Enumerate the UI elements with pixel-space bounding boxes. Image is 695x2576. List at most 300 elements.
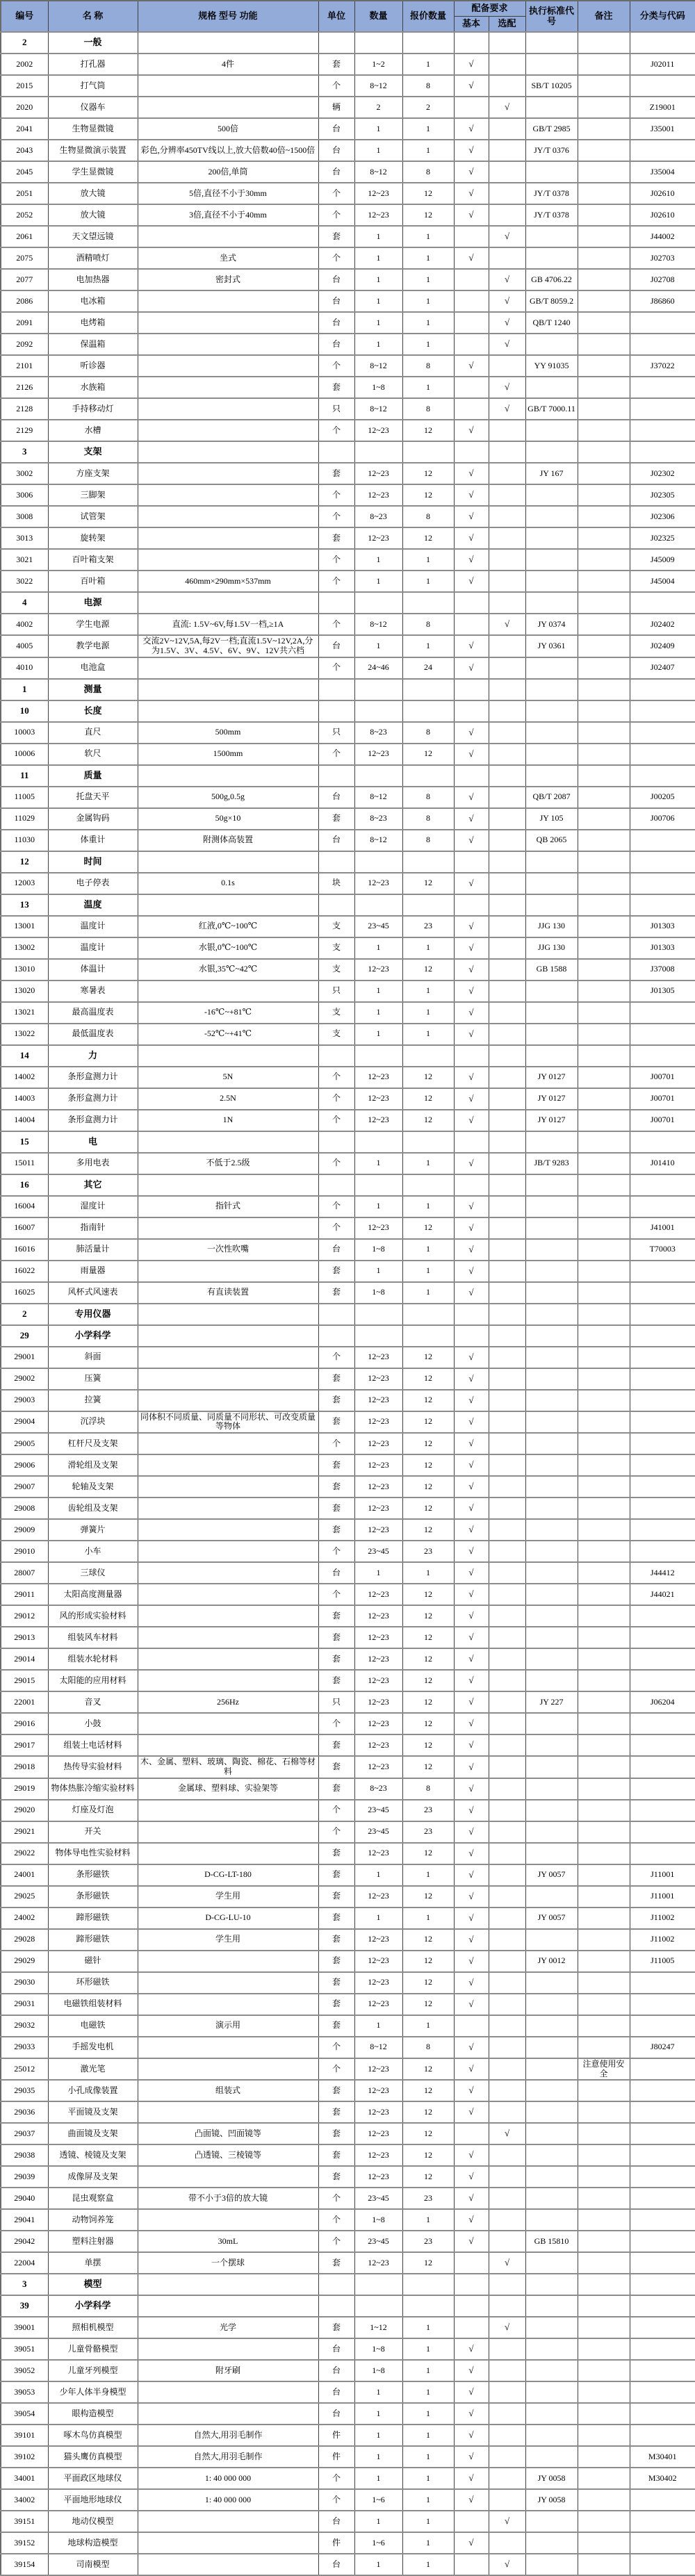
id-cell: 22001 [1,1691,48,1713]
id-cell: 1 [1,679,48,700]
name-cell: 透镜、棱镜及支架 [48,2144,138,2166]
name-cell: 水槽 [48,420,138,441]
section-row [1,1131,695,1153]
classification-cell [630,1131,695,1153]
name-cell: 最高温度表 [48,1002,138,1024]
id-cell: 4002 [1,614,48,635]
basic-check-cell: √ [454,1994,489,2015]
name-cell: 少年人体半身模型 [48,2381,138,2403]
quote-qty-cell: 12 [402,2080,454,2101]
table-row [1,1670,695,1691]
qty-cell: 12~23 [354,183,402,204]
id-cell: 16004 [1,1196,48,1217]
basic-check-cell: √ [454,2188,489,2209]
quote-qty-cell [402,2295,454,2317]
note-cell [578,1908,630,1929]
note-cell [578,1778,630,1800]
spec-cell [138,1131,318,1153]
id-cell: 2086 [1,290,48,312]
unit-cell: 块 [318,873,354,894]
quote-qty-cell [402,1325,454,1347]
quote-qty-cell: 12 [402,2058,454,2081]
unit-cell: 套 [318,1994,354,2015]
classification-cell [630,592,695,614]
optional-check-cell [489,873,525,894]
id-cell: 39102 [1,2446,48,2468]
table-row [1,1454,695,1476]
classification-cell: J37022 [630,355,695,377]
spec-cell [138,420,318,441]
table-row [1,484,695,506]
basic-check-cell: √ [454,873,489,894]
optional-check-cell [489,2446,525,2468]
unit-cell: 台 [318,830,354,851]
quote-qty-cell: 8 [402,506,454,527]
classification-cell: J35004 [630,161,695,183]
note-cell [578,269,630,290]
classification-cell [630,75,695,97]
table-row [1,420,695,441]
quote-qty-cell: 12 [402,1648,454,1670]
quote-qty-cell: 8 [402,75,454,97]
note-cell [578,2295,630,2317]
id-cell: 12 [1,851,48,873]
spec-cell [138,32,318,54]
optional-check-cell [489,1843,525,1864]
standard-cell [525,1734,578,1756]
note-cell [578,1800,630,1821]
unit-cell: 套 [318,2317,354,2338]
optional-check-cell [489,2080,525,2101]
id-cell: 29025 [1,1886,48,1908]
classification-cell [630,1174,695,1196]
section-row [1,1174,695,1196]
optional-check-cell [489,484,525,506]
table-row [1,2554,695,2575]
basic-check-cell [454,312,489,334]
classification-cell: J02703 [630,247,695,269]
note-cell [578,808,630,830]
quote-qty-cell: 1 [402,290,454,312]
unit-cell: 个 [318,1584,354,1605]
qty-cell: 12~23 [354,1756,402,1778]
basic-check-cell: √ [454,2338,489,2360]
id-cell: 16 [1,1174,48,1196]
table-row [1,527,695,549]
note-cell [578,2489,630,2511]
spec-cell: 彩色,分辨率450TV线以上,放大倍数40倍~1500倍 [138,140,318,161]
name-cell: 湿度计 [48,1196,138,1217]
quote-qty-cell: 1 [402,1864,454,1886]
basic-check-cell: √ [454,161,489,183]
standard-cell [525,1131,578,1153]
qty-cell: 1 [354,290,402,312]
spec-cell: 金属球、塑料球、实验架等 [138,1778,318,1800]
basic-check-cell: √ [454,1800,489,1821]
optional-check-cell [489,1282,525,1304]
standard-cell [525,2532,578,2554]
table-row [1,1390,695,1411]
spec-cell [138,1304,318,1325]
table-row [1,2338,695,2360]
name-cell: 单摆 [48,2252,138,2274]
basic-check-cell: √ [454,54,489,75]
table-row [1,118,695,140]
basic-check-cell: √ [454,1562,489,1584]
standard-cell [525,679,578,700]
note-cell [578,32,630,54]
classification-cell [630,1648,695,1670]
unit-cell: 个 [318,744,354,765]
section-row [1,1325,695,1347]
classification-cell [630,1390,695,1411]
unit-cell: 件 [318,2532,354,2554]
spec-cell: 500mm [138,722,318,744]
optional-check-cell [489,1045,525,1067]
classification-cell [630,1304,695,1325]
qty-cell [354,1304,402,1325]
table-row [1,2381,695,2403]
quote-qty-cell: 12 [402,2252,454,2274]
section-row [1,2274,695,2295]
id-cell: 29037 [1,2123,48,2144]
optional-check-cell [489,1476,525,1498]
unit-cell: 套 [318,1778,354,1800]
spec-cell [138,226,318,247]
basic-check-cell: √ [454,722,489,744]
table-row [1,1843,695,1864]
spec-cell [138,1476,318,1498]
note-cell [578,1994,630,2015]
unit-cell: 个 [318,614,354,635]
id-cell: 4 [1,592,48,614]
section-row [1,441,695,463]
spec-cell [138,527,318,549]
note-cell [578,2144,630,2166]
name-cell: 百叶箱支架 [48,549,138,571]
note-cell [578,484,630,506]
note-cell [578,161,630,183]
qty-cell: 12~23 [354,1994,402,2015]
standard-cell [525,1584,578,1605]
header-basic: 基本 [454,17,489,33]
table-row [1,1691,695,1713]
id-cell: 2077 [1,269,48,290]
name-cell: 旋转架 [48,527,138,549]
table-row [1,916,695,937]
unit-cell: 个 [318,2058,354,2081]
name-cell: 指南针 [48,1217,138,1239]
unit-cell [318,592,354,614]
id-cell: 29033 [1,2037,48,2058]
classification-cell [630,1261,695,1282]
basic-check-cell: √ [454,1476,489,1498]
note-cell [578,1562,630,1584]
name-cell: 动物饲养笼 [48,2209,138,2231]
basic-check-cell: √ [454,1282,489,1304]
qty-cell: 12~23 [354,1368,402,1390]
unit-cell: 个 [318,1067,354,1088]
id-cell: 3022 [1,571,48,592]
unit-cell: 套 [318,1390,354,1411]
note-cell [578,1110,630,1131]
quote-qty-cell: 12 [402,484,454,506]
basic-check-cell [454,1304,489,1325]
qty-cell: 1 [354,247,402,269]
name-cell: 儿童牙列模型 [48,2360,138,2381]
qty-cell [354,1174,402,1196]
quote-qty-cell: 23 [402,2231,454,2252]
quote-qty-cell: 12 [402,1627,454,1648]
optional-check-cell [489,937,525,959]
qty-cell: 8~23 [354,506,402,527]
spec-cell [138,1174,318,1196]
quote-qty-cell: 12 [402,1670,454,1691]
standard-cell: JJG 130 [525,937,578,959]
classification-cell [630,2231,695,2252]
table-row [1,1110,695,1131]
name-cell: 条形盒测力计 [48,1110,138,1131]
optional-check-cell [489,981,525,1002]
standard-cell [525,441,578,463]
name-cell: 物体热胀冷缩实验材料 [48,1778,138,1800]
note-cell: 注意使用安全 [578,2058,630,2081]
optional-check-cell [489,2381,525,2403]
basic-check-cell: √ [454,1713,489,1734]
optional-check-cell: √ [489,97,525,118]
id-cell: 29039 [1,2166,48,2188]
note-cell [578,2468,630,2489]
table-row [1,873,695,894]
spec-cell [138,2274,318,2295]
id-cell: 29021 [1,1821,48,1843]
unit-cell: 套 [318,1951,354,1972]
note-cell [578,2403,630,2425]
optional-check-cell [489,916,525,937]
id-cell: 2041 [1,118,48,140]
classification-cell [630,722,695,744]
standard-cell [525,1476,578,1498]
section-row [1,592,695,614]
unit-cell: 套 [318,1972,354,1994]
unit-cell: 套 [318,1519,354,1541]
table-row [1,1476,695,1498]
optional-check-cell [489,1627,525,1648]
optional-check-cell [489,1562,525,1584]
standard-cell [525,1843,578,1864]
table-row [1,269,695,290]
standard-cell [525,2037,578,2058]
optional-check-cell [489,1088,525,1110]
table-row [1,1929,695,1951]
name-cell: 平面镜及支架 [48,2101,138,2123]
name-cell: 测量 [48,679,138,700]
table-row [1,1584,695,1605]
optional-check-cell [489,1908,525,1929]
note-cell [578,463,630,484]
qty-cell: 1~8 [354,377,402,398]
table-row [1,1411,695,1434]
standard-cell [525,1196,578,1217]
note-cell [578,614,630,635]
note-cell [578,140,630,161]
spec-cell: 有直读装置 [138,1282,318,1304]
optional-check-cell [489,1002,525,1024]
basic-check-cell: √ [454,1153,489,1174]
unit-cell: 台 [318,2338,354,2360]
table-row [1,1433,695,1454]
note-cell [578,1239,630,1261]
table-row [1,2188,695,2209]
basic-check-cell: √ [454,118,489,140]
header-note: 备注 [578,1,630,32]
table-row [1,2101,695,2123]
basic-check-cell: √ [454,2381,489,2403]
name-cell: 电子停表 [48,873,138,894]
basic-check-cell: √ [454,527,489,549]
table-row [1,1368,695,1390]
name-cell: 司南模型 [48,2554,138,2575]
quote-qty-cell [402,1304,454,1325]
basic-check-cell [454,226,489,247]
standard-cell [525,2274,578,2295]
unit-cell: 套 [318,1282,354,1304]
unit-cell [318,1304,354,1325]
basic-check-cell [454,851,489,873]
optional-check-cell: √ [489,269,525,290]
name-cell: 压簧 [48,1368,138,1390]
classification-cell [630,2123,695,2144]
spec-cell: 30mL [138,2231,318,2252]
quote-qty-cell: 1 [402,2425,454,2446]
spec-cell [138,2381,318,2403]
name-cell: 环形磁铁 [48,1972,138,1994]
qty-cell: 12~23 [354,1088,402,1110]
quote-qty-cell: 8 [402,355,454,377]
note-cell [578,247,630,269]
qty-cell: 1 [354,226,402,247]
standard-cell [525,2360,578,2381]
standard-cell [525,2080,578,2101]
name-cell: 软尺 [48,744,138,765]
standard-cell [525,657,578,679]
note-cell [578,2317,630,2338]
name-cell: 热传导实验材料 [48,1756,138,1778]
unit-cell: 套 [318,2144,354,2166]
name-cell: 灯座及灯泡 [48,1800,138,1821]
table-row [1,959,695,981]
name-cell: 仪器车 [48,97,138,118]
table-row [1,2360,695,2381]
classification-cell [630,2101,695,2123]
basic-check-cell [454,700,489,722]
table-row [1,1821,695,1843]
classification-cell [630,1541,695,1562]
name-cell: 其它 [48,1174,138,1196]
classification-cell [630,441,695,463]
id-cell: 2 [1,32,48,54]
id-cell: 29015 [1,1670,48,1691]
table-row [1,1908,695,1929]
id-cell: 34001 [1,2468,48,2489]
standard-cell [525,1605,578,1627]
id-cell: 39154 [1,2554,48,2575]
name-cell: 多用电表 [48,1153,138,1174]
basic-check-cell: √ [454,2037,489,2058]
note-cell [578,1454,630,1476]
standard-cell [525,2188,578,2209]
note-cell [578,2532,630,2554]
header-qty: 数量 [354,1,402,32]
qty-cell: 1 [354,334,402,355]
qty-cell: 12~23 [354,1691,402,1713]
basic-check-cell: √ [454,1411,489,1434]
standard-cell [525,1174,578,1196]
classification-cell [630,2381,695,2403]
unit-cell: 套 [318,2123,354,2144]
standard-cell [525,1756,578,1778]
table-row [1,1261,695,1282]
id-cell: 28007 [1,1562,48,1584]
qty-cell: 12~23 [354,1886,402,1908]
quote-qty-cell: 8 [402,614,454,635]
quote-qty-cell: 12 [402,2144,454,2166]
name-cell: 曲面镜及支架 [48,2123,138,2144]
name-cell: 轮轴及支架 [48,1476,138,1498]
basic-check-cell: √ [454,937,489,959]
table-row [1,1648,695,1670]
table-row [1,1756,695,1778]
standard-cell: GB/T 7000.11 [525,398,578,420]
optional-check-cell [489,1713,525,1734]
table-row [1,1088,695,1110]
classification-cell: J44002 [630,226,695,247]
note-cell [578,700,630,722]
table-row [1,2468,695,2489]
name-cell: 试管架 [48,506,138,527]
classification-cell: J41001 [630,1217,695,1239]
unit-cell: 套 [318,1498,354,1519]
optional-check-cell [489,657,525,679]
name-cell: 学生电源 [48,614,138,635]
basic-check-cell [454,2123,489,2144]
quote-qty-cell: 1 [402,2338,454,2360]
unit-cell: 台 [318,161,354,183]
spec-cell [138,700,318,722]
qty-cell: 1 [354,571,402,592]
table-row [1,204,695,226]
classification-cell [630,1843,695,1864]
optional-check-cell [489,959,525,981]
standard-cell [525,1261,578,1282]
qty-cell: 12~23 [354,1734,402,1756]
name-cell: 齿轮组及支架 [48,1498,138,1519]
table-row [1,1067,695,1088]
qty-cell: 12~23 [354,2166,402,2188]
name-cell: 条形盒测力计 [48,1088,138,1110]
optional-check-cell: √ [489,377,525,398]
standard-cell [525,2144,578,2166]
spec-cell [138,1605,318,1627]
basic-check-cell: √ [454,140,489,161]
note-cell [578,549,630,571]
standard-cell: JY 0058 [525,2489,578,2511]
name-cell: 斜面 [48,1347,138,1368]
name-cell: 小孔成像装置 [48,2080,138,2101]
table-row [1,1282,695,1304]
note-cell [578,1886,630,1908]
id-cell: 29002 [1,1368,48,1390]
